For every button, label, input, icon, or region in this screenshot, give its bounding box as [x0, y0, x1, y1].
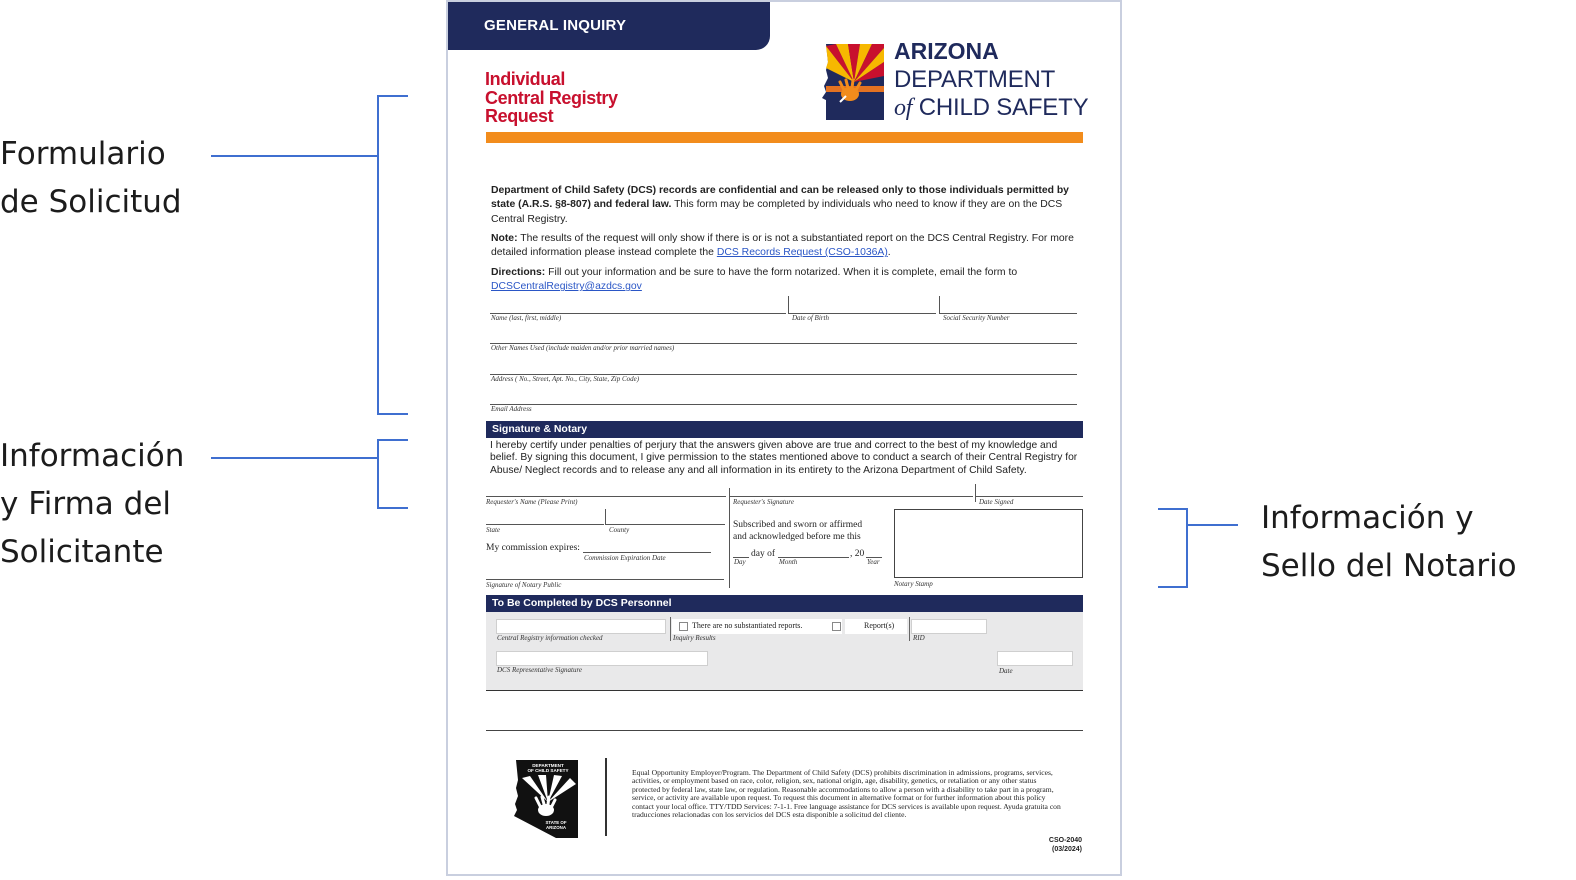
form-page	[446, 0, 1122, 876]
directions-text: Fill out your information and be sure to have the form notarized. When it is complete, email the form to	[545, 267, 1018, 278]
bracket-line	[377, 95, 408, 97]
state-field[interactable]	[486, 524, 604, 525]
commission-date-label: Commission Expiration Date	[584, 554, 666, 562]
notary-signature-field[interactable]	[486, 579, 724, 580]
bracket-line	[377, 95, 379, 415]
brand-child-safety	[894, 94, 1088, 122]
requester-signature-label: Requester's Signature	[733, 498, 794, 506]
reports-checkbox[interactable]	[832, 622, 841, 631]
intro-rest: This form may be completed by individuals who need to know if they are on the DCS Central Registry.	[491, 199, 1063, 225]
brand-child-safety-text: CHILD SAFETY	[918, 94, 1089, 121]
acknowledged-text: and acknowledged before me this	[733, 532, 861, 542]
field-divider	[605, 509, 606, 525]
form-number-code: CSO-2040	[1048, 837, 1082, 844]
date-signed-field[interactable]	[975, 496, 1083, 497]
requester-name-label: Requester's Name (Please Print)	[486, 498, 578, 506]
annotation-label: Solicitante	[0, 534, 164, 570]
date-signed-label: Date Signed	[979, 498, 1014, 506]
annotation-label: Formulario	[0, 136, 166, 172]
dcs-personnel-header	[486, 595, 1083, 612]
connector-line	[211, 457, 378, 459]
registry-checked-input[interactable]	[496, 619, 666, 634]
directions-label: Directions:	[491, 267, 546, 278]
county-field[interactable]	[605, 524, 725, 525]
svg-text:ARIZONA: ARIZONA	[545, 825, 567, 830]
section-title: Signature & Notary	[492, 423, 588, 435]
brand-of: of	[894, 95, 913, 121]
subscribed-text: Subscribed and sworn or affirmed	[733, 520, 863, 530]
svg-text:OF CHILD SAFETY: OF CHILD SAFETY	[527, 768, 569, 773]
connector-line	[211, 155, 378, 157]
no-reports-checkbox[interactable]	[679, 622, 688, 631]
notary-divider	[729, 488, 730, 588]
day-of-text: day of	[751, 549, 776, 559]
registry-checked-label: Central Registry information checked	[497, 634, 603, 642]
directions-paragraph	[491, 266, 1077, 295]
notary-signature-label: Signature of Notary Public	[486, 581, 562, 589]
rep-signature-label: DCS Representative Signature	[497, 666, 583, 674]
other-names-label: Other Names Used (include maiden and/or prior married names)	[491, 344, 675, 352]
bracket-line	[377, 439, 379, 509]
ssn-label: Social Security Number	[943, 314, 1010, 322]
email-label: Email Address	[491, 405, 532, 413]
email-field[interactable]	[490, 404, 1077, 405]
brand-department: DEPARTMENT	[894, 66, 1056, 93]
annotation-label: Información	[0, 438, 185, 474]
bracket-line	[1158, 508, 1187, 510]
form-number-date: (03/2024)	[1052, 846, 1082, 853]
bracket-line	[1158, 586, 1187, 588]
dob-label: Date of Birth	[792, 314, 829, 322]
email-link[interactable]: DCSCentralRegistry@azdcs.gov	[491, 281, 642, 293]
day-label: Day	[734, 558, 746, 566]
form-title	[485, 70, 618, 126]
bracket-line	[377, 439, 408, 441]
bracket-line	[1186, 508, 1188, 588]
dcs-arizona-logo-icon	[820, 42, 884, 120]
general-inquiry-banner	[448, 2, 770, 50]
banner-label: GENERAL INQUIRY	[484, 17, 627, 34]
annotation-label: de Solicitud	[0, 184, 182, 220]
note-text: The results of the request will only show if there is or is not a substantiated report on the DCS Central Registry. For more detailed information please instead complete the	[491, 233, 1074, 259]
requester-name-field[interactable]	[486, 496, 726, 497]
notary-stamp-label: Notary Stamp	[894, 580, 933, 588]
field-divider	[939, 296, 940, 314]
bracket-line	[377, 507, 408, 509]
requester-signature-field[interactable]	[729, 496, 973, 497]
title-line: Request	[485, 106, 554, 126]
brand-arizona: ARIZONA	[894, 38, 999, 64]
name-label: Name (last, first, middle)	[491, 314, 562, 322]
month-label: Month	[779, 558, 798, 566]
note-label: Note:	[491, 233, 518, 244]
reports-label: Report(s)	[864, 621, 895, 630]
commission-label: My commission expires:	[486, 543, 580, 553]
address-label: Address ( No., Street, Apt. No., City, State, Zip Code)	[491, 375, 640, 383]
title-line: Individual	[485, 69, 566, 89]
county-label: County	[609, 526, 630, 534]
rid-label: RID	[913, 634, 925, 642]
bracket-line	[377, 413, 408, 415]
intro-paragraph	[491, 184, 1077, 227]
field-divider	[670, 617, 671, 641]
date-label: Date	[999, 667, 1013, 675]
orange-divider	[486, 132, 1083, 143]
annotation-label: Sello del Notario	[1261, 548, 1517, 584]
title-line: Central Registry	[485, 87, 618, 108]
date-input[interactable]	[997, 651, 1073, 666]
equal-opportunity-statement: Equal Opportunity Employer/Program. The Department of Child Safety (DCS) prohibits discrimination in admissions, programs, services, activities, or employment based on race, color, religion, sex, national origin, age, disability, genetics, or retaliation or any other status protected by federal law, state law, or regulation. Reasonable accommodations to allow a person with a disability to take part in a program, service, or activity are available upon request. To request this document in alternative format or for further information about this policy contact your local office. TTY/TDD Services: 7-1-1. Free language assistance for DCS services is available upon request. Ayuda gratuita con traducciones relacionadas con los servicios del DCS esta disponible a solicitud del cliente.	[632, 768, 1061, 820]
notary-stamp-box	[894, 509, 1083, 578]
rep-signature-input[interactable]	[496, 651, 708, 666]
svg-text:STATE OF: STATE OF	[545, 820, 567, 825]
footer-separator	[486, 730, 1083, 731]
field-divider	[909, 617, 910, 641]
signature-notary-header	[486, 421, 1083, 438]
no-reports-label: There are no substantiated reports.	[692, 621, 803, 630]
inquiry-results-label: Inquiry Results	[673, 634, 716, 642]
field-divider	[975, 484, 976, 502]
annotation-label: Información y	[1261, 500, 1474, 536]
section-title: To Be Completed by DCS Personnel	[492, 597, 672, 609]
note-paragraph	[491, 232, 1077, 261]
field-divider	[788, 296, 789, 314]
dcs-personnel-panel	[486, 612, 1083, 691]
note-end: .	[887, 247, 891, 259]
certification-text: I hereby certify under penalties of perjury that the answers given above are true and correct to the best of my knowledge and belief. By signing this document, I give permission to the states mentioned above to conduct a search of their Central Registry for Abuse/ Neglect records and to release any and all information in its entirety to the Arizona Department of Child Safety.	[490, 440, 1078, 476]
state-label: State	[486, 526, 500, 534]
form-number	[1049, 836, 1082, 854]
year-label: Year	[867, 558, 880, 566]
footer-divider	[605, 758, 607, 836]
commission-date-field[interactable]	[583, 552, 711, 553]
svg-text:DEPARTMENT: DEPARTMENT	[532, 763, 564, 768]
annotation-label: y Firma del	[0, 486, 171, 522]
intro-bold: Department of Child Safety (DCS) records are confidential and can be released only to those individuals permitted by state (A.R.S. §8-807) and federal law.	[491, 185, 1069, 211]
records-request-link[interactable]: DCS Records Request (CSO-1036A)	[716, 247, 888, 259]
dcs-seal-logo-icon	[512, 758, 580, 838]
twenty-text: , 20	[850, 549, 865, 559]
rid-input[interactable]	[911, 619, 987, 634]
connector-line	[1187, 524, 1238, 526]
